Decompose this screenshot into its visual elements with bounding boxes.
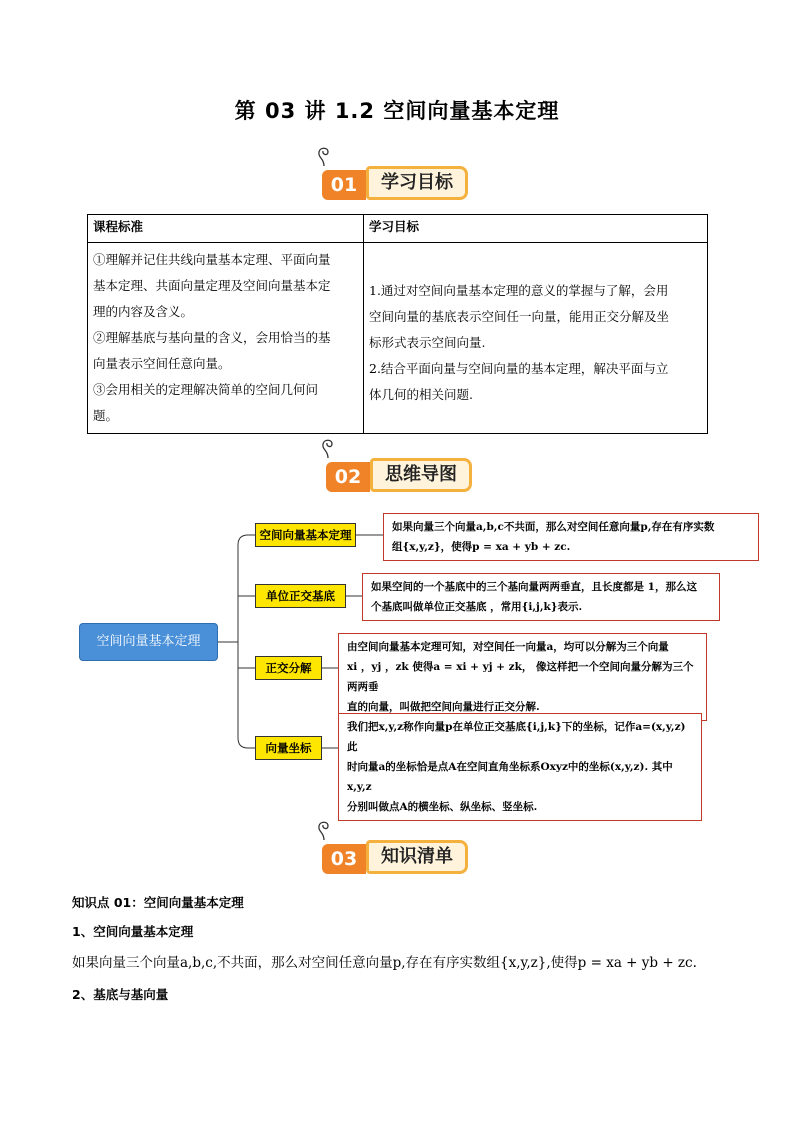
curl-icon: [316, 820, 332, 842]
mindmap-branch-basic-theorem: 空间向量基本定理: [255, 523, 356, 547]
mindmap-note-orthogonal-decomposition: [338, 633, 707, 721]
section-banner-knowledge: [322, 836, 472, 874]
goal-line: 1.通过对空间向量基本定理的意义的掌握与了解，会用: [369, 283, 669, 298]
note-line: 我们把x,y,z称作向量p在单位正交基底{i,j,k}下的坐标，记作a=(x,y,z) 此: [347, 721, 686, 753]
mindmap-root: 空间向量基本定理: [79, 623, 218, 661]
mindmap-branch-vector-coordinates: 向量坐标: [255, 736, 322, 760]
note-line: 直的向量，叫做把空间向量进行正交分解.: [347, 701, 540, 713]
knowledge-point-title: 知识点 01：空间向量基本定理: [72, 895, 244, 910]
mindmap-branch-orthogonal-decomposition: 正交分解: [255, 656, 322, 680]
standard-line: ②理解基底与基向量的含义，会用恰当的基: [93, 330, 331, 345]
knowledge-item-text: 如果向量三个向量a,b,c,不共面，那么对空间任意向量p,存在有序实数组{x,y,z},使得p = xa + yb + zc.: [72, 955, 697, 971]
note-line: 分别叫做点A的横坐标、纵坐标、竖坐标.: [347, 801, 538, 813]
goal-line: 标形式表示空间向量.: [369, 335, 486, 350]
note-line: 如果空间的一个基底中的三个基向量两两垂直，且长度都是 1，那么这: [371, 581, 697, 593]
section-label: 学习目标: [366, 166, 468, 200]
page-title: 第 03 讲 1.2 空间向量基本定理: [234, 99, 560, 123]
goal-line: 体几何的相关问题.: [369, 387, 473, 402]
note-line: xi ，yj ，zk 使得a = xi + yj + zk， 像这样把一个空间向量分解为三个两两垂: [347, 661, 694, 693]
section-number: 03: [322, 844, 366, 874]
goal-line: 2.结合平面向量与空间向量的基本定理，解决平面与立: [369, 361, 669, 376]
mindmap-branch-unit-orthogonal-basis: 单位正交基底: [255, 584, 346, 608]
section-number: 02: [326, 462, 370, 492]
knowledge-item-title: 2、基底与基向量: [72, 987, 169, 1002]
section-label: 知识清单: [366, 840, 468, 874]
note-line: 由空间向量基本定理可知，对空间任一向量a，均可以分解为三个向量: [347, 641, 669, 653]
note-line: 时向量a的坐标恰是点A在空间直角坐标系Oxyz中的坐标(x,y,z). 其中x,y,z: [347, 761, 673, 793]
section-number: 01: [322, 170, 366, 200]
note-line: 如果向量三个向量a,b,c不共面，那么对空间任意向量p,存在有序实数: [392, 521, 715, 533]
standard-line: 向量表示空间任意向量。: [93, 356, 231, 371]
mindmap-note-vector-coordinates: [338, 713, 702, 821]
knowledge-item-title: 1、空间向量基本定理: [72, 924, 194, 939]
standard-line: 理的内容及含义。: [93, 304, 194, 319]
standard-line: ③会用相关的定理解决简单的空间几何问: [93, 382, 319, 397]
goal-line: 空间向量的基底表示空间任一向量，能用正交分解及坐: [369, 309, 670, 324]
table-header-standard: 课程标准: [88, 215, 364, 243]
note-line: 个基底叫做单位正交基底 ，常用{i,j,k}表示.: [371, 601, 583, 613]
note-line: 组{x,y,z}，使得p = xa + yb + zc.: [392, 541, 571, 553]
standard-line: 基本定理、共面向量定理及空间向量基本定: [93, 278, 331, 293]
section-label: 思维导图: [370, 458, 472, 492]
mindmap-note-unit-orthogonal-basis: [362, 573, 720, 621]
mindmap-note-basic-theorem: [383, 513, 759, 561]
table-header-goals: 学习目标: [364, 215, 708, 243]
standard-line: ①理解并记住共线向量基本定理、平面向量: [93, 252, 331, 267]
standard-line: 题。: [93, 408, 119, 423]
